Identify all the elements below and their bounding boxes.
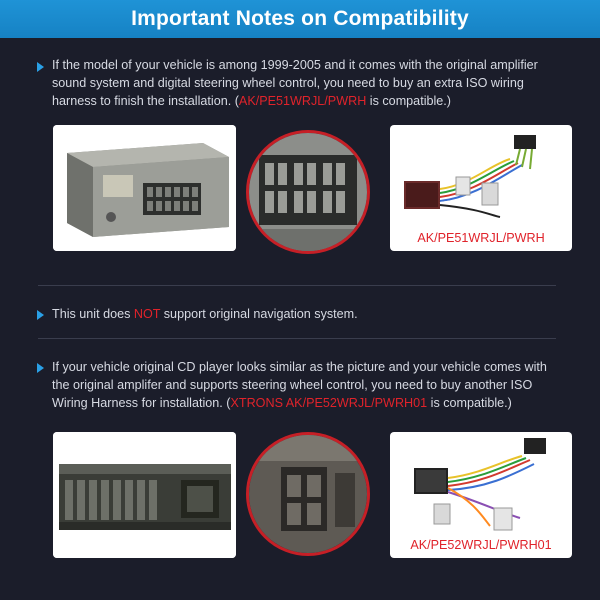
note-amplifier [52, 56, 562, 110]
part-number-highlight: AK/PE51WRJL/PWRH [238, 94, 367, 108]
connector-zoom-circle [246, 130, 370, 254]
note-text: If your vehicle original CD player looks similar as the picture and your vehicle comes with the original amplifer and supports steering wheel control, you need to buy another ISO Wiring Harness for installation. ( [52, 360, 547, 410]
note-text-end: is compatible.) [427, 396, 512, 410]
page-title: Important Notes on Compatibility [131, 7, 469, 30]
cd-player-photo [53, 432, 236, 558]
divider [38, 338, 556, 339]
note-text-end: is compatible.) [366, 94, 451, 108]
head-unit-photo [53, 125, 236, 251]
connector-zoom-circle [246, 432, 370, 556]
part-number-highlight: XTRONS AK/PE52WRJL/PWRH01 [230, 396, 428, 410]
wiring-harness-panel-1 [390, 125, 572, 251]
wiring-harness-image [390, 125, 572, 225]
bullet-arrow-icon [37, 62, 44, 72]
wiring-harness-panel-2 [390, 432, 572, 558]
harness-part-number: AK/PE51WRJL/PWRH [417, 231, 545, 245]
note-text-end: support original navigation system. [160, 307, 358, 321]
bullet-arrow-icon [37, 363, 44, 373]
bullet-arrow-icon [37, 310, 44, 320]
note-text: If the model of your vehicle is among 1999-2005 and it comes with the original amplifier sound system and digital steering wheel control, you need to buy an extra ISO wiring harness to finish the installation. ( [52, 58, 538, 108]
note-cd-player [52, 358, 562, 412]
divider [38, 285, 556, 286]
title-banner [0, 0, 600, 38]
not-highlight: NOT [133, 307, 161, 321]
wiring-harness-image [390, 432, 572, 536]
harness-part-number: AK/PE52WRJL/PWRH01 [410, 538, 552, 552]
note-text: This unit does [52, 307, 134, 321]
note-navigation [52, 305, 562, 323]
